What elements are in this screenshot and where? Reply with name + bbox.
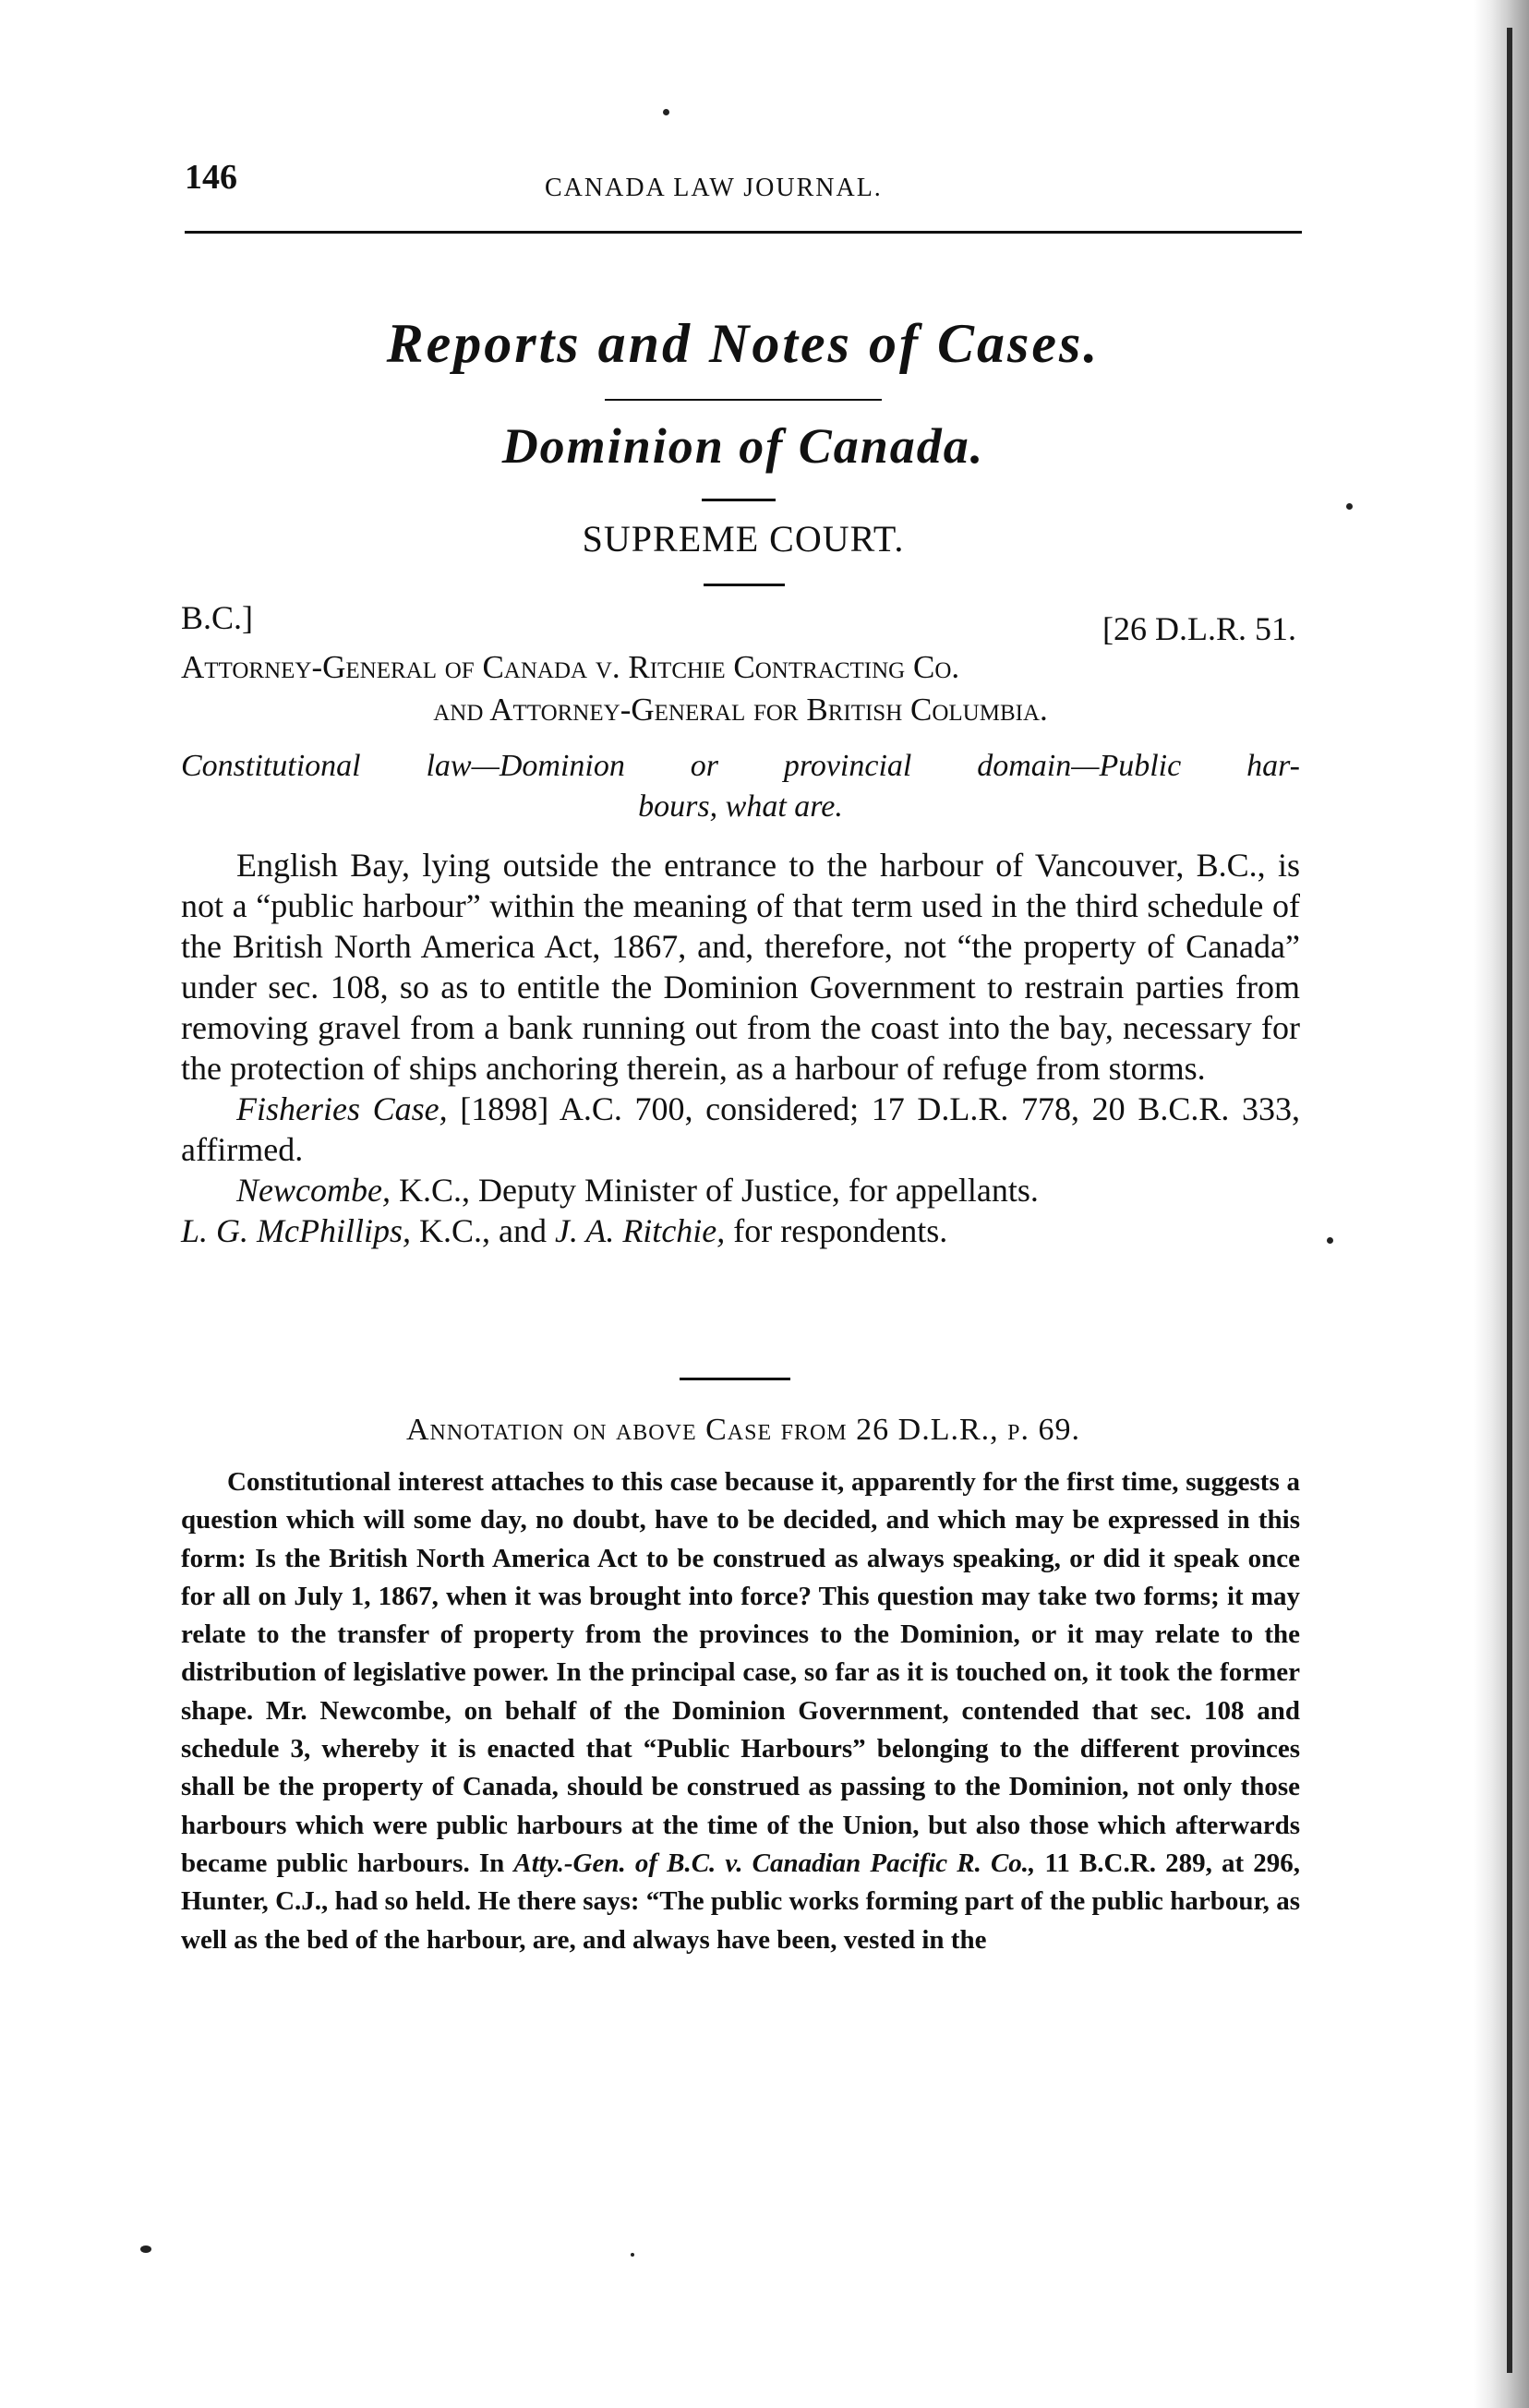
scan-speck (663, 109, 669, 115)
counsel-respondents (181, 1210, 1300, 1251)
court-divider (704, 584, 785, 586)
running-head (185, 157, 1302, 212)
case-parties-line: and Attorney-General for British Columbia. (433, 692, 1048, 728)
counsel-name: Newcombe, (236, 1172, 391, 1209)
court-name: SUPREME COURT. (582, 518, 905, 560)
scan-speck (1327, 1237, 1333, 1244)
scan-page-edge (1474, 0, 1529, 2408)
counsel-name: L. G. McPhillips, (181, 1212, 411, 1249)
case-court: B.C.] (181, 599, 254, 636)
headnote-line: Constitutional law—Dominion or provincial domain—Public har- (181, 749, 1300, 783)
annotation-citation: Atty.-Gen. of B.C. v. Canadian Pacific R. Co., (513, 1848, 1036, 1878)
page-number: 146 (185, 158, 237, 197)
counsel-text: K.C., and (411, 1212, 555, 1249)
holding-paragraph: English Bay, lying outside the entrance to the harbour of Vancouver, B.C., is not a “public harbour” within the meaning of that term used in the third schedule of the British North America Act, 1867, and, therefore, not “the property of Canada” under sec. 108, so as to entitle the Dominion Government to restrain parties from removing gravel from a bank running out from the coast into the bay, necessary for the protection of ships anchoring therein, as a harbour of refuge from storms. (181, 847, 1300, 1087)
section-title: Reports and Notes of Cases. (386, 313, 1101, 374)
citation-paragraph (181, 1089, 1300, 1170)
scan-speck (631, 2253, 634, 2257)
counsel-text: K.C., Deputy Minister of Justice, for appellants. (390, 1172, 1039, 1209)
cited-case: Fisheries Case, (236, 1090, 448, 1127)
section-divider (605, 399, 882, 401)
headnote-line: bours, what are. (638, 789, 843, 824)
header-rule (185, 231, 1302, 234)
subsection-title: Dominion of Canada. (501, 418, 985, 474)
annotation-body (181, 1463, 1300, 1959)
journal-title: CANADA LAW JOURNAL. (545, 174, 883, 202)
case-report-reference: [26 D.L.R. 51. (1102, 610, 1296, 647)
case-holding (181, 845, 1300, 1251)
annotation-title: Annotation on above Case from 26 D.L.R., p. 69. (406, 1413, 1080, 1447)
scan-speck (1346, 503, 1353, 510)
counsel-appellants (181, 1170, 1300, 1210)
counsel-text: for respondents. (725, 1212, 948, 1249)
annotation-divider (680, 1378, 790, 1380)
annotation-text: Constitutional interest attaches to this case because it, apparently for the first time, suggests a question which will some day, no doubt, have to be decided, and which may be expressed in this form: Is the British North America Act to be construed as always speaking, or did it speak once for all on July 1, 1867, when it was brought into force? This question may take two forms; it may relate to the transfer of property from the provinces to the Dominion, or it may relate to the distribution of legislative power. In the principal case, so far as it is touched on, it took the former shape. Mr. Newcombe, on behalf of the Dominion Government, contended that sec. 108 and schedule 3, whereby it is enacted that “Public Harbours” belonging to the different provinces shall be the property of Canada, should be construed as passing to the Dominion, not only those harbours which were public harbours at the time of the Union, but also those which afterwards became public harbours. In (181, 1467, 1300, 1878)
scan-speck (140, 2245, 151, 2253)
subsection-divider (702, 499, 776, 501)
counsel-name: J. A. Ritchie, (555, 1212, 726, 1249)
annotation-paragraph (181, 1463, 1300, 1959)
scan-binding-shadow (1507, 28, 1512, 2373)
case-parties-line: Attorney-General of Canada v. Ritchie Contracting Co. (181, 649, 960, 685)
headnote (181, 746, 1300, 827)
annotation-text: 11 B.C.R. 289, at 296, Hunter, C.J., had so held. He there says: “The public works forming part of the public harbour, as well as the bed of the harbour, are, and always have been, vested in the (181, 1848, 1300, 1955)
citation-text: [1898] A.C. 700, considered; 17 D.L.R. 778, 20 B.C.R. 333, affirmed. (181, 1090, 1300, 1168)
case-parties (181, 646, 1300, 731)
